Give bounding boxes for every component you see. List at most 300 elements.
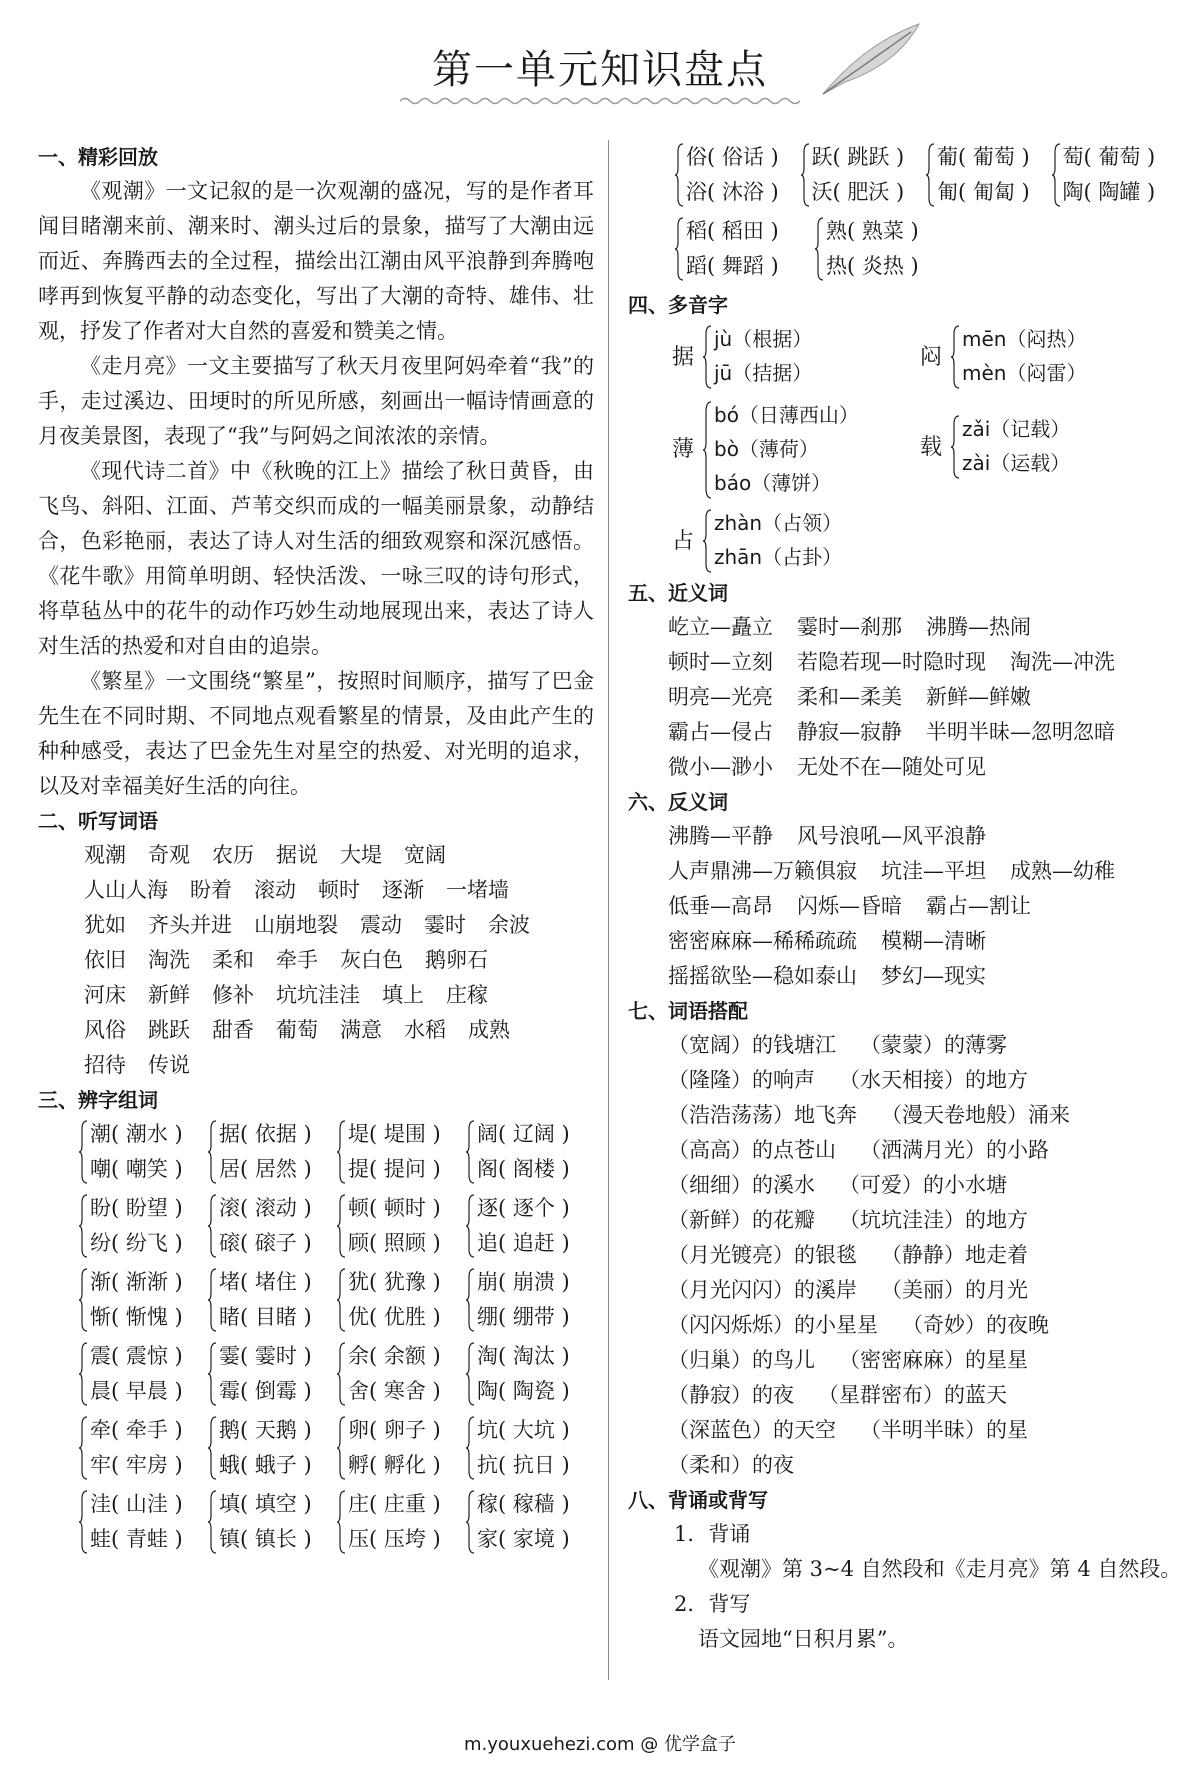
antonym-pair: 摇摇欲坠—稳如泰山 (668, 964, 857, 988)
synonym-row (668, 680, 1176, 715)
word: 河床 (84, 983, 126, 1007)
pair-bottom: 蹈( 舞蹈 ) (686, 254, 779, 278)
polyphonic-list (628, 322, 1176, 576)
pair-bottom: 嘲( 嘲笑 ) (90, 1157, 183, 1181)
char-pair (78, 1265, 207, 1335)
word: 人山人海 (84, 878, 168, 902)
collocation: （星群密布）的蓝天 (818, 1383, 1007, 1407)
word: 余波 (488, 913, 530, 937)
section-heading: 四、多音字 (628, 293, 728, 317)
char-pair (674, 140, 800, 210)
collocation-row (668, 1238, 1176, 1273)
synonym-pair: 沸腾—热闹 (926, 615, 1031, 639)
word: 庄稼 (446, 983, 488, 1007)
paragraph: 《现代诗二首》中《秋晚的江上》描绘了秋日黄昏，由飞鸟、斜阳、江面、芦苇交织而成的一幅美丽景象，动静结合，色彩艳丽，表达了诗人对生活的细致观察和深沉感悟。《花牛歌》用简单明朗、轻快活泼、一咏三叹的诗句形式，将草毡丛中的花牛的动作巧妙生动地展现出来，表达了诗人对生活的热爱和对自由的追崇。 (38, 459, 594, 658)
collocation-list (628, 1028, 1176, 1483)
brace-icon (78, 1193, 88, 1259)
poly-char: 占 (672, 529, 695, 554)
recite-label: 1．背诵 (674, 1522, 751, 1546)
pair-bottom: 沃( 肥沃 ) (811, 180, 905, 204)
title-wave-underline (400, 96, 800, 106)
pair-top: 牵( 牵手 ) (90, 1418, 183, 1442)
brace-icon (465, 1119, 475, 1185)
antonym-row (668, 819, 1176, 854)
char-pair (674, 214, 814, 284)
pair-top: 跃( 跳跃 ) (811, 145, 905, 169)
collocation: （美丽）的月光 (881, 1278, 1028, 1302)
word: 宽阔 (404, 843, 446, 867)
pair-bottom: 抗( 抗日 ) (477, 1453, 570, 1477)
word: 鹅卵石 (425, 948, 488, 972)
brace-icon (207, 1489, 217, 1555)
synonym-pair: 柔和—柔美 (797, 685, 902, 709)
brace-icon (336, 1415, 346, 1481)
word-row (84, 873, 594, 908)
word: 霎时 (424, 913, 466, 937)
pair-bottom: 阁( 阁楼 ) (477, 1157, 570, 1181)
pair-top: 葡( 葡萄 ) (937, 145, 1030, 169)
char-pair (465, 1191, 594, 1261)
poly-reading: jū（拮据） (714, 361, 813, 385)
pair-bottom: 压( 压垮 ) (348, 1527, 441, 1551)
brace-icon (336, 1341, 346, 1407)
pair-bottom: 蛾( 蛾子 ) (219, 1453, 312, 1477)
pair-bottom: 顾( 照顾 ) (348, 1231, 441, 1255)
collocation: （蒙蒙）的薄雾 (860, 1033, 1007, 1057)
pair-top: 崩( 崩溃 ) (477, 1270, 570, 1294)
collocation-row (668, 1448, 1176, 1483)
pair-bottom: 晨( 早晨 ) (90, 1379, 183, 1403)
pair-row (78, 1117, 594, 1187)
collocation: （水天相接）的地方 (839, 1068, 1028, 1092)
char-pair-grid (38, 1117, 594, 1557)
pair-bottom: 蛙( 青蛙 ) (90, 1527, 183, 1551)
feather-icon (815, 18, 925, 98)
pair-top: 庄( 庄重 ) (348, 1492, 441, 1516)
antonym-row (668, 854, 1176, 889)
word: 淘洗 (148, 948, 190, 972)
word: 柔和 (212, 948, 254, 972)
brace-icon (465, 1193, 475, 1259)
brace-icon (207, 1193, 217, 1259)
word: 一堵墙 (446, 878, 509, 902)
antonym-list (628, 819, 1176, 994)
poly-reading: zài（运载） (962, 451, 1071, 475)
pair-row (78, 1413, 594, 1483)
word: 成熟 (468, 1018, 510, 1042)
word-row (84, 978, 594, 1013)
pair-top: 震( 震惊 ) (90, 1344, 183, 1368)
char-pair (465, 1487, 594, 1557)
pair-top: 潮( 潮水 ) (90, 1122, 183, 1146)
word: 滚动 (254, 878, 296, 902)
antonym-pair: 成熟—幼稚 (1010, 859, 1115, 883)
synonym-row (668, 645, 1176, 680)
char-pair (336, 1339, 465, 1409)
pair-top: 萄( 葡萄 ) (1062, 145, 1156, 169)
brace-icon (674, 216, 684, 282)
poly-reading: zhān（占卦） (714, 545, 843, 569)
brace-icon (800, 142, 810, 208)
synonym-row (668, 715, 1176, 750)
antonym-pair: 梦幻—现实 (881, 964, 986, 988)
section-heading: 一、精彩回放 (38, 145, 158, 169)
brace-icon (336, 1267, 346, 1333)
pair-top: 堵( 堵住 ) (219, 1270, 312, 1294)
collocation-row (668, 1168, 1176, 1203)
collocation: （柔和）的夜 (668, 1453, 794, 1477)
collocation: （归巢）的鸟儿 (668, 1348, 815, 1372)
brace-icon (674, 142, 684, 208)
section-heading: 二、听写词语 (38, 809, 158, 833)
brace-icon (1051, 142, 1061, 208)
pair-bottom: 镇( 镇长 ) (219, 1527, 312, 1551)
collocation: （可爱）的小水塘 (839, 1173, 1007, 1197)
word: 坑坑洼洼 (276, 983, 360, 1007)
collocation-row (668, 1378, 1176, 1413)
synonym-row (668, 750, 1176, 785)
char-pair-grid-continued (628, 140, 1176, 284)
section-heading: 五、近义词 (628, 581, 728, 605)
antonym-pair: 模糊—清晰 (881, 929, 986, 953)
word: 奇观 (148, 843, 190, 867)
word: 大堤 (340, 843, 382, 867)
word-row (84, 943, 594, 978)
collocation: （坑坑洼洼）的地方 (839, 1208, 1028, 1232)
pair-row (78, 1265, 594, 1335)
pair-top: 鹅( 天鹅 ) (219, 1418, 312, 1442)
antonym-pair: 低垂—高昂 (668, 894, 773, 918)
poly-reading: bó（日薄西山） (714, 403, 859, 427)
brace-icon (702, 400, 712, 500)
pair-top: 余( 余额 ) (348, 1344, 441, 1368)
collocation-row (668, 1343, 1176, 1378)
char-pair (465, 1339, 594, 1409)
brace-icon (465, 1341, 475, 1407)
word: 招待 (84, 1053, 126, 1077)
pair-bottom: 热( 炎热 ) (826, 254, 919, 278)
word: 灰白色 (340, 948, 403, 972)
word: 满意 (340, 1018, 382, 1042)
collocation: （新鲜）的花瓣 (668, 1208, 815, 1232)
brace-icon (465, 1415, 475, 1481)
word: 据说 (276, 843, 318, 867)
pair-top: 盼( 盼望 ) (90, 1196, 183, 1220)
poly-reading: mèn（闷雷） (962, 361, 1087, 385)
left-column (38, 140, 594, 1561)
poly-reading: jù（根据） (714, 327, 813, 351)
collocation: （隆隆）的响声 (668, 1068, 815, 1092)
char-pair (207, 1413, 336, 1483)
collocation-row (668, 1273, 1176, 1308)
collocation-row (668, 1028, 1176, 1063)
antonym-row (668, 959, 1176, 994)
brace-icon (78, 1489, 88, 1555)
brace-icon (78, 1267, 88, 1333)
char-pair (207, 1265, 336, 1335)
word: 新鲜 (148, 983, 190, 1007)
page-title: 第一单元知识盘点 (432, 47, 768, 93)
word: 盼着 (190, 878, 232, 902)
pair-bottom: 提( 提问 ) (348, 1157, 441, 1181)
section-heading: 六、反义词 (628, 790, 728, 814)
collocation-row (668, 1063, 1176, 1098)
brace-icon (207, 1341, 217, 1407)
char-pair (800, 140, 926, 210)
synonym-pair: 新鲜—鲜嫩 (926, 685, 1031, 709)
char-pair (336, 1487, 465, 1557)
dictation-word-list (38, 838, 594, 1083)
collocation: （宽阔）的钱塘江 (668, 1033, 836, 1057)
pair-bottom: 磙( 磙子 ) (219, 1231, 312, 1255)
section-heading: 七、词语搭配 (628, 999, 748, 1023)
pair-bottom: 孵( 孵化 ) (348, 1453, 441, 1477)
pair-top: 据( 依据 ) (219, 1122, 312, 1146)
synonym-pair: 半明半昧—忽明忽暗 (926, 720, 1115, 744)
word: 牵手 (276, 948, 318, 972)
word: 葡萄 (276, 1018, 318, 1042)
char-pair (78, 1339, 207, 1409)
antonym-pair: 沸腾—平静 (668, 824, 773, 848)
synonym-pair: 霸占—侵占 (668, 720, 773, 744)
pair-bottom: 绷( 绷带 ) (477, 1305, 570, 1329)
footer-watermark: m.youxuehezi.com @ 优学盒子 (463, 1734, 736, 1755)
pair-top: 滚( 滚动 ) (219, 1196, 312, 1220)
collocation: （细细）的溪水 (668, 1173, 815, 1197)
brace-icon (950, 414, 960, 480)
word: 填上 (382, 983, 424, 1007)
char-pair (207, 1117, 336, 1187)
char-pair (207, 1339, 336, 1409)
collocation: （静静）地走着 (881, 1243, 1028, 1267)
char-pair (336, 1413, 465, 1483)
antonym-pair: 闪烁—昏暗 (797, 894, 902, 918)
pair-row (674, 140, 1176, 210)
word-row (84, 1013, 594, 1048)
char-pair (336, 1265, 465, 1335)
word: 农历 (212, 843, 254, 867)
collocation-row (668, 1308, 1176, 1343)
recite-text: 语文园地“日积月累”。 (698, 1627, 909, 1651)
poly-char: 薄 (672, 437, 695, 462)
pair-top: 稼( 稼穑 ) (477, 1492, 570, 1516)
synonym-list (628, 610, 1176, 785)
pair-top: 堤( 堤围 ) (348, 1122, 441, 1146)
word: 齐头并进 (148, 913, 232, 937)
poly-reading: bò（薄荷） (714, 437, 819, 461)
char-pair (814, 214, 954, 284)
pair-row (78, 1487, 594, 1557)
collocation: （月光镀亮）的银毯 (668, 1243, 857, 1267)
antonym-row (668, 924, 1176, 959)
antonym-pair: 风号浪吼—风平浪静 (797, 824, 986, 848)
synonym-pair: 顿时—立刻 (668, 650, 773, 674)
pair-bottom: 纷( 纷飞 ) (90, 1231, 183, 1255)
pair-bottom: 霉( 倒霉 ) (219, 1379, 312, 1403)
brace-icon (465, 1267, 475, 1333)
collocation: （半明半昧）的星 (860, 1418, 1028, 1442)
collocation: （奇妙）的夜晚 (902, 1313, 1049, 1337)
pair-bottom: 浴( 沐浴 ) (686, 180, 779, 204)
recite-list (628, 1517, 1182, 1657)
brace-icon (814, 216, 824, 282)
pair-bottom: 优( 优胜 ) (348, 1305, 441, 1329)
pair-bottom: 舍( 寒舍 ) (348, 1379, 441, 1403)
word: 震动 (360, 913, 402, 937)
brace-icon (702, 508, 712, 574)
pair-top: 渐( 渐渐 ) (90, 1270, 183, 1294)
synonym-pair: 静寂—寂静 (797, 720, 902, 744)
brace-icon (207, 1415, 217, 1481)
pair-row (78, 1191, 594, 1261)
word: 修补 (212, 983, 254, 1007)
brace-icon (78, 1415, 88, 1481)
collocation: （密密麻麻）的星星 (839, 1348, 1028, 1372)
char-pair (465, 1117, 594, 1187)
char-pair (925, 140, 1051, 210)
word: 依旧 (84, 948, 126, 972)
pair-bottom: 陶( 陶瓷 ) (477, 1379, 570, 1403)
synonym-pair: 若隐若现—时隐时现 (797, 650, 986, 674)
poly-char: 据 (672, 345, 695, 370)
brace-icon (465, 1489, 475, 1555)
pair-top: 熟( 熟菜 ) (826, 219, 919, 243)
collocation-row (668, 1133, 1176, 1168)
column-divider (608, 140, 609, 1680)
word-row (84, 838, 594, 873)
pair-bottom: 牢( 牢房 ) (90, 1453, 183, 1477)
collocation-row (668, 1098, 1176, 1133)
poly-reading: zhàn（占领） (714, 511, 843, 535)
pair-top: 填( 填空 ) (219, 1492, 312, 1516)
collocation: （闪闪烁烁）的小星星 (668, 1313, 878, 1337)
collocation: （浩浩荡荡）地飞奔 (668, 1103, 857, 1127)
brace-icon (336, 1193, 346, 1259)
synonym-row (668, 610, 1176, 645)
collocation: （深蓝色）的天空 (668, 1418, 836, 1442)
pair-top: 淘( 淘汰 ) (477, 1344, 570, 1368)
char-pair (336, 1117, 465, 1187)
brace-icon (207, 1267, 217, 1333)
pair-top: 俗( 俗话 ) (686, 145, 779, 169)
collocation: （高高）的点苍山 (668, 1138, 836, 1162)
collocation-row (668, 1203, 1176, 1238)
word-row (84, 908, 594, 943)
brace-icon (336, 1489, 346, 1555)
section-heading: 三、辨字组词 (38, 1088, 158, 1112)
pair-bottom: 家( 家境 ) (477, 1527, 570, 1551)
synonym-pair: 淘洗—冲洗 (1010, 650, 1115, 674)
word: 风俗 (84, 1018, 126, 1042)
pair-top: 顿( 顿时 ) (348, 1196, 441, 1220)
poly-reading: mēn（闷热） (962, 327, 1087, 351)
collocation: （月光闪闪）的溪岸 (668, 1278, 857, 1302)
right-column (628, 140, 1182, 1657)
char-pair (465, 1265, 594, 1335)
antonym-pair: 密密麻麻—稀稀疏疏 (668, 929, 857, 953)
brace-icon (950, 324, 960, 390)
word: 顿时 (318, 878, 360, 902)
pair-top: 稻( 稻田 ) (686, 219, 779, 243)
word: 水稻 (404, 1018, 446, 1042)
pair-bottom: 匍( 匍匐 ) (937, 180, 1030, 204)
char-pair (78, 1191, 207, 1261)
pair-top: 坑( 大坑 ) (477, 1418, 570, 1442)
collocation: （洒满月光）的小路 (860, 1138, 1049, 1162)
brace-icon (336, 1119, 346, 1185)
brace-icon (78, 1119, 88, 1185)
word: 山崩地裂 (254, 913, 338, 937)
brace-icon (78, 1341, 88, 1407)
paragraph: 《走月亮》一文主要描写了秋天月夜里阿妈牵着“我”的手，走过溪边、田埂时的所见所感，刻画出一幅诗情画意的月夜美景图，表现了“我”与阿妈之间浓浓的亲情。 (38, 354, 594, 448)
paragraph: 《繁星》一文围绕“繁星”，按照时间顺序，描写了巴金先生在不同时期、不同地点观看繁星的情景，及由此产生的种种感受，表达了巴金先生对星空的热爱、对光明的追求，以及对幸福美好生活的向往。 (38, 669, 594, 798)
word: 传说 (148, 1053, 190, 1077)
synonym-pair: 明亮—光亮 (668, 685, 773, 709)
synonym-pair: 霎时—刹那 (797, 615, 902, 639)
char-pair (336, 1191, 465, 1261)
pair-row (78, 1339, 594, 1409)
antonym-pair: 霸占—割让 (926, 894, 1031, 918)
pair-top: 阔( 辽阔 ) (477, 1122, 570, 1146)
antonym-pair: 人声鼎沸—万籁俱寂 (668, 859, 857, 883)
char-pair (78, 1117, 207, 1187)
pair-top: 逐( 逐个 ) (477, 1196, 570, 1220)
pair-bottom: 陶( 陶罐 ) (1062, 180, 1156, 204)
char-pair (465, 1413, 594, 1483)
char-pair (207, 1487, 336, 1557)
char-pair (78, 1413, 207, 1483)
pair-bottom: 追( 追赶 ) (477, 1231, 570, 1255)
collocation: （漫天卷地般）涌来 (881, 1103, 1070, 1127)
word: 观潮 (84, 843, 126, 867)
pair-top: 卵( 卵子 ) (348, 1418, 441, 1442)
poly-char: 载 (920, 435, 943, 460)
pair-bottom: 居( 居然 ) (219, 1157, 312, 1181)
brace-icon (207, 1119, 217, 1185)
paragraph: 《观潮》一文记叙的是一次观潮的盛况，写的是作者耳闻目睹潮来前、潮来时、潮头过后的景象，描写了大潮由远而近、奔腾西去的全过程，描绘出江潮由风平浪静到奔腾咆哮再到恢复平静的动态变化，写出了大潮的奇特、雄伟、壮观，抒发了作者对大自然的喜爱和赞美之情。 (38, 179, 594, 343)
pair-top: 霎( 霎时 ) (219, 1344, 312, 1368)
synonym-pair: 微小—渺小 (668, 755, 773, 779)
char-pair (78, 1487, 207, 1557)
recite-text: 《观潮》第 3~4 自然段和《走月亮》第 4 自然段。 (698, 1557, 1182, 1581)
brace-icon (702, 324, 712, 390)
word: 逐渐 (382, 878, 424, 902)
collocation-row (668, 1413, 1176, 1448)
char-pair (207, 1191, 336, 1261)
poly-reading: zǎi（记载） (962, 417, 1071, 441)
poly-char: 闷 (920, 345, 943, 370)
recite-label: 2．背写 (674, 1592, 751, 1616)
collocation: （静寂）的夜 (668, 1383, 794, 1407)
synonym-pair: 无处不在—随处可见 (797, 755, 986, 779)
pair-bottom: 睹( 目睹 ) (219, 1305, 312, 1329)
word: 甜香 (212, 1018, 254, 1042)
pair-row (674, 214, 1176, 284)
word: 犹如 (84, 913, 126, 937)
char-pair (1051, 140, 1177, 210)
pair-bottom: 惭( 惭愧 ) (90, 1305, 183, 1329)
pair-top: 犹( 犹豫 ) (348, 1270, 441, 1294)
brace-icon (925, 142, 935, 208)
antonym-row (668, 889, 1176, 924)
antonym-pair: 坑洼—平坦 (881, 859, 986, 883)
word-row (84, 1048, 594, 1083)
pair-top: 洼( 山洼 ) (90, 1492, 183, 1516)
word: 跳跃 (148, 1018, 190, 1042)
poly-reading: báo（薄饼） (714, 471, 832, 495)
synonym-pair: 屹立—矗立 (668, 615, 773, 639)
section-heading: 八、背诵或背写 (628, 1488, 768, 1512)
